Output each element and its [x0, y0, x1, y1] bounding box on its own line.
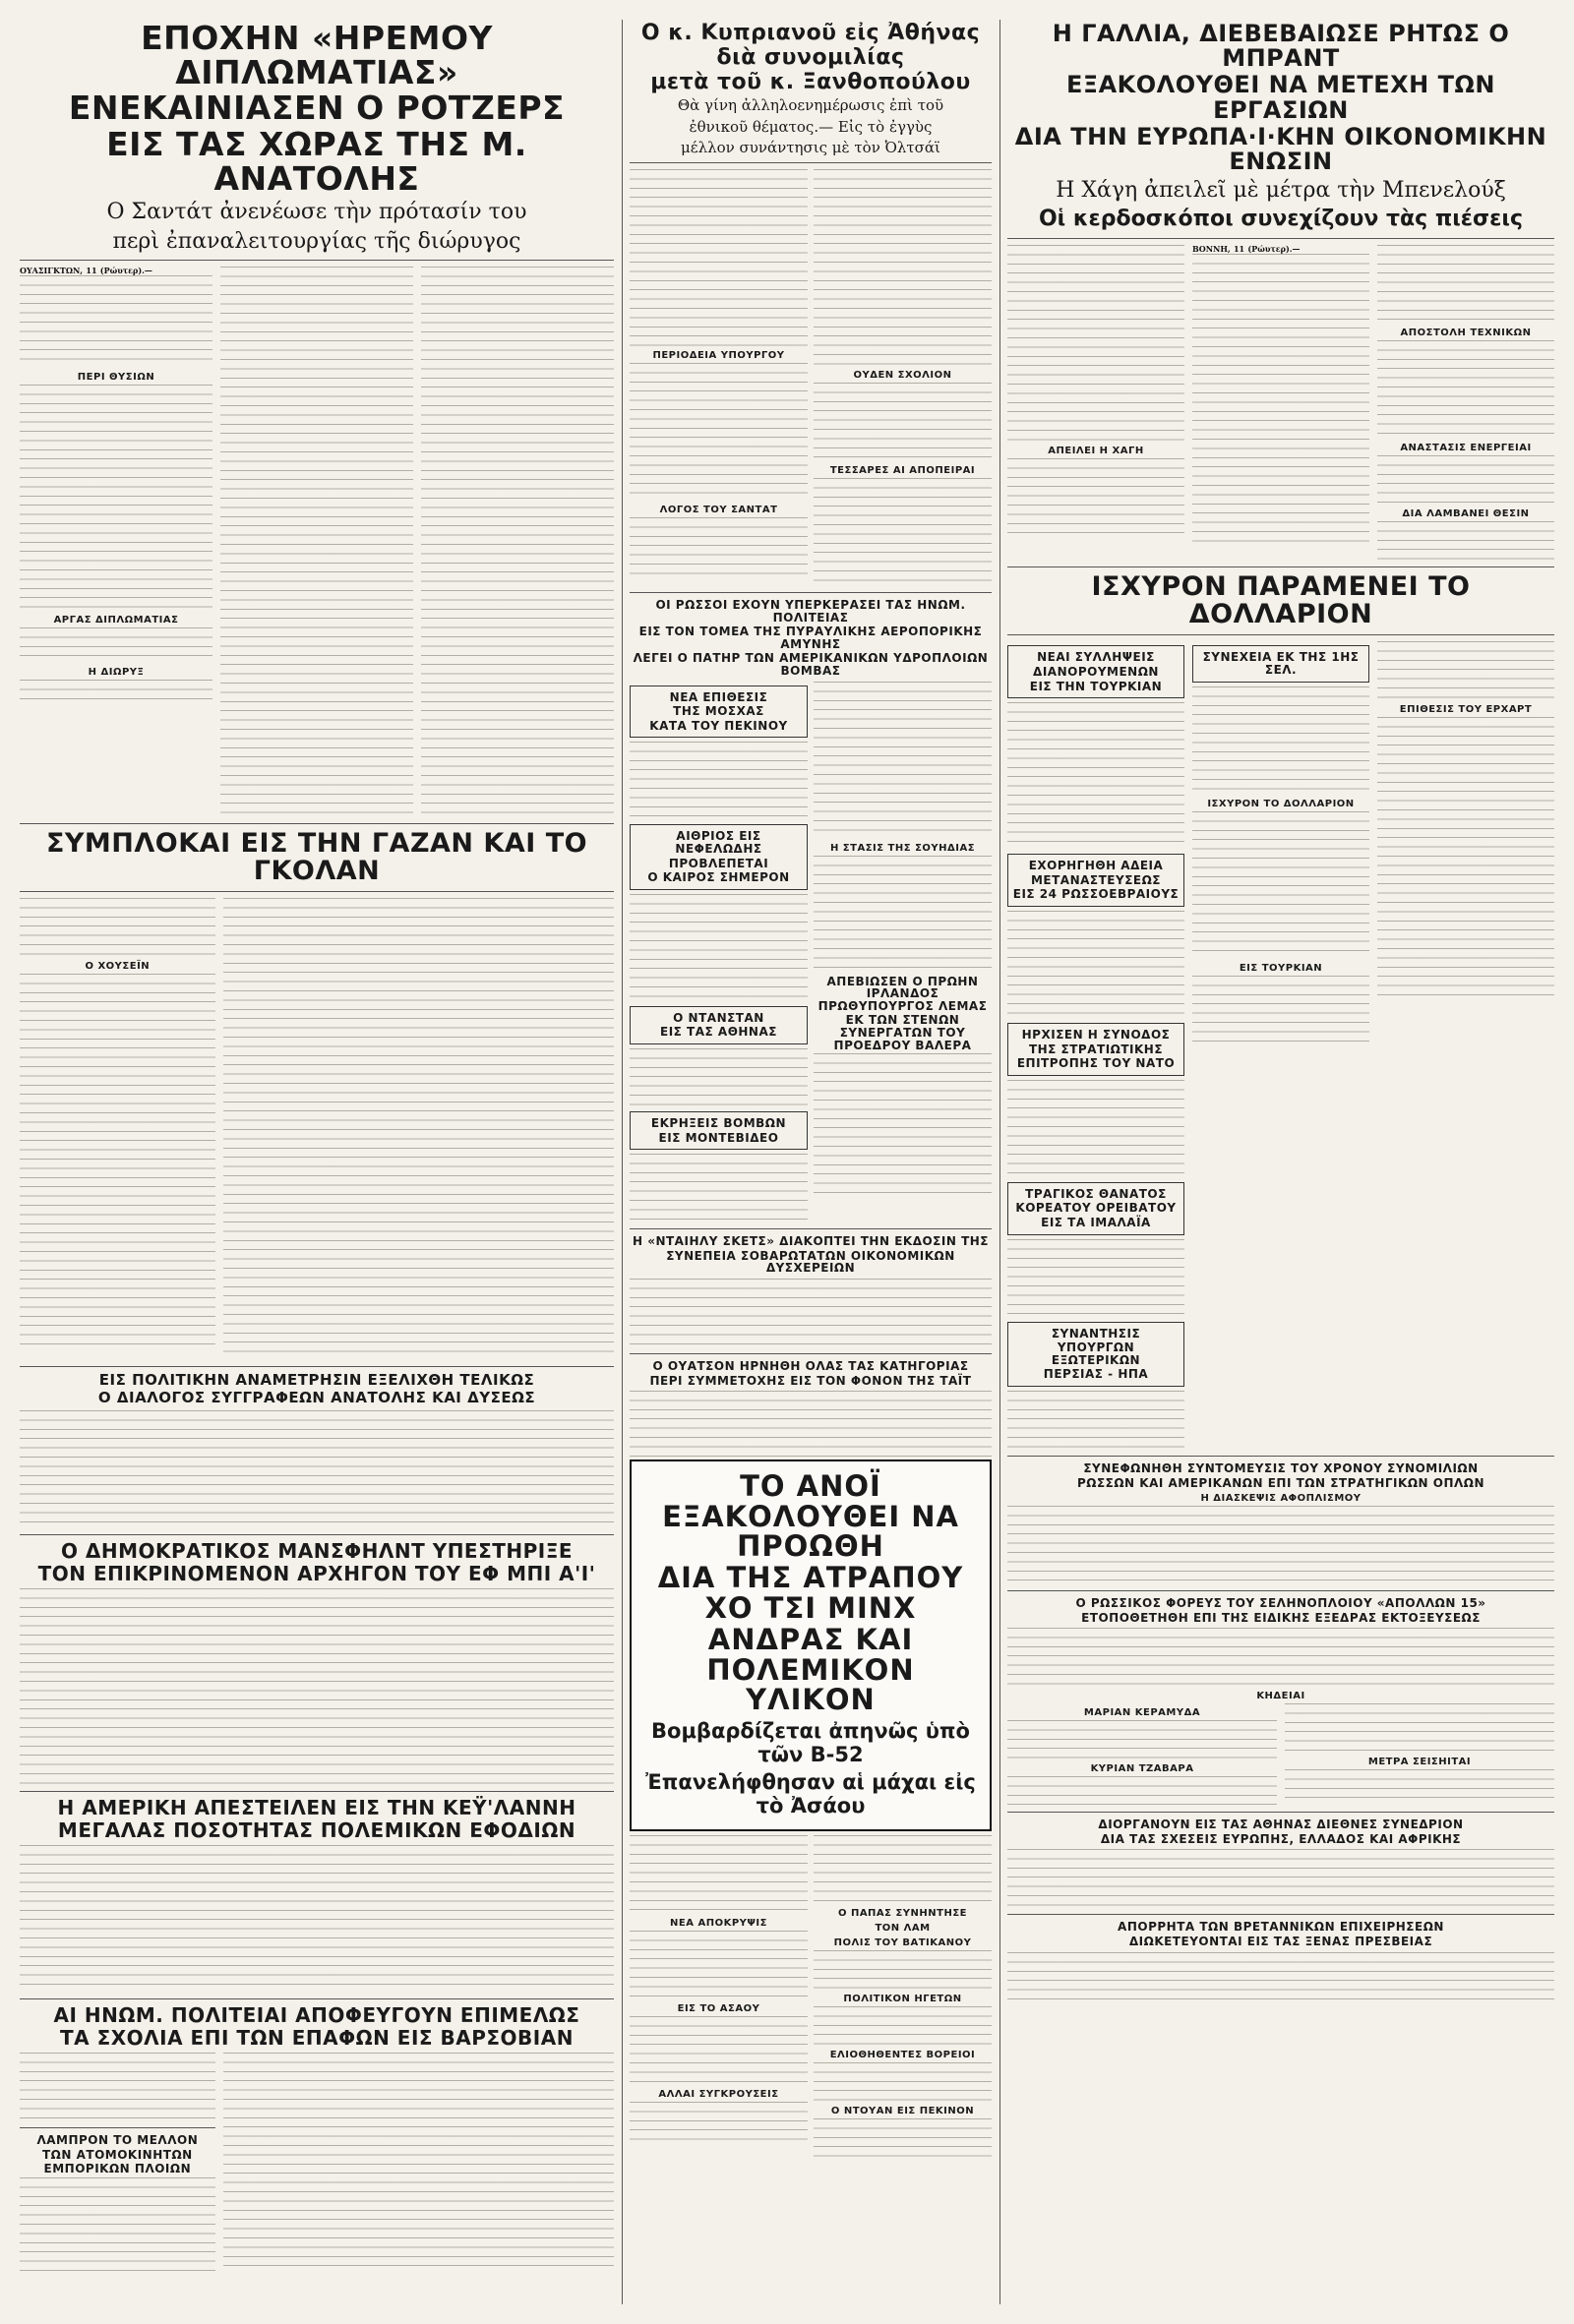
article-text-block: [630, 517, 808, 576]
article-text-block: [1377, 340, 1554, 439]
article-text-block: [1192, 811, 1369, 959]
article-text-block: [1007, 702, 1184, 850]
article-text-block: [20, 627, 212, 663]
article-text-block: [1192, 686, 1369, 795]
article-text-block: [814, 1053, 992, 1201]
article-text-block: [1377, 521, 1554, 561]
box-emigration-2: ΜΕΤΑΝΑΣΤΕΥΣΕΩΣ: [1030, 872, 1161, 887]
article-text-block: [1007, 245, 1184, 442]
article-text-block: [814, 478, 992, 586]
headline-ireland-2: ΕΚ ΤΩΝ ΣΤΕΝΩΝ ΣΥΝΕΡΓΑΤΩΝ ΤΟΥ ΠΡΟΕΔΡΟΥ ΒΑΛΕΡΑ: [833, 1013, 972, 1052]
section-heading: ΑΝΑΣΤΑΣΙΣ ΕΝΕΡΓΕΙΑΙ: [1400, 442, 1532, 453]
subheadline-kyprianou-1: Θὰ γίνη ἀλληλοενημέρωσις ἐπὶ τοῦ: [677, 96, 944, 115]
section-heading: ΤΟΝ ΛΑΜ: [875, 1923, 931, 1935]
article-text-block: [20, 2053, 215, 2121]
section-heading: ΟΥΔΕΝ ΣΧΟΛΙΟΝ: [853, 370, 952, 382]
article-text-block: [1007, 458, 1184, 537]
banner-hanoi-2: ΔΙΑ ΤΗΣ ΑΤΡΑΠΟΥ ΧΟ ΤΣΙ ΜΙΝΧ: [657, 1561, 964, 1625]
headline-watson-2: ΠΕΡΙ ΣΥΜΜΕΤΟΧΗΣ ΕΙΣ ΤΟΝ ΦΟΝΟΝ ΤΗΣ ΤΑΪΤ: [649, 1373, 972, 1388]
headline-ireland-1: ΑΠΕΒΙΩΣΕΝ Ο ΠΡΩΗΝ ΙΡΛΑΝΔΟΣ ΠΡΩΘΥΠΟΥΡΓΟΣ ΛΕΜΑΣ: [817, 974, 988, 1013]
headline-apollo-2: ΕΤΟΠΟΘΕΤΗΘΗ ΕΠΙ ΤΗΣ ΕΙΔΙΚΗΣ ΕΞΕΔΡΑΣ ΕΚΤΟΞΕΥΣΕΩΣ: [1081, 1610, 1481, 1625]
box-himalaya-1: ΤΡΑΓΙΚΟΣ ΘΑΝΑΤΟΣ: [1025, 1186, 1167, 1201]
box-nato-1: ΗΡΧΙΣΕΝ Η ΣΥΝΟΔΟΣ: [1021, 1027, 1171, 1042]
article-text-block: [1192, 254, 1369, 549]
dateline: ΟΥΑΣΙΓΚΤΩΝ, 11 (Ρώυτερ).—: [20, 266, 152, 275]
article-text-block: [1377, 245, 1554, 324]
article-text-block: [814, 682, 992, 839]
article-text-block: [20, 680, 212, 699]
box-moscow-1: ΝΕΑ ΕΠΙΘΕΣΙΣ: [669, 689, 768, 704]
headline-diplomacy-3: ΕΙΣ ΤΑΣ ΧΩΡΑΣ ΤΗΣ Μ. ΑΝΑΤΟΛΗΣ: [106, 124, 527, 198]
headline-france-3: ΔΙΑ ΤΗΝ ΕΥΡΩΠΑ·Ι·ΚΗΝ ΟΙΚΟΝΟΜΙΚΗΝ ΕΝΩΣΙΝ: [1014, 122, 1547, 175]
article-text-block: [1007, 1080, 1184, 1178]
section-heading: ΙΣΧΥΡΟΝ ΤΟ ΔΟΛΛΑΡΙΟΝ: [1207, 798, 1355, 809]
box-weather-1: ΑΙΘΡΙΟΣ ΕΙΣ ΝΕΦΕΛΩΔΗΣ: [675, 829, 762, 856]
section-heading: ΠΟΛΙΣ ΤΟΥ ΒΑΤΙΚΑΝΟΥ: [833, 1937, 972, 1949]
column-rule: [622, 20, 623, 2304]
column-middle: [630, 20, 992, 2304]
banner-hanoi-3: ΑΝΔΡΑΣ ΚΑΙ ΠΟΛΕΜΙΚΟΝ ΥΛΙΚΟΝ: [706, 1623, 915, 1717]
headline-mansfield-1: Ο ΔΗΜΟΚΡΑΤΙΚΟΣ ΜΑΝΣΦΗΛΝΤ ΥΠΕΣΤΗΡΙΞΕ: [60, 1538, 574, 1563]
article-text-block: [1377, 455, 1554, 505]
article-text-block: [223, 2053, 614, 2269]
headline-france-1: Η ΓΑΛΛΙΑ, ΔΙΕΒΕΒΑΙΩΣΕ ΡΗΤΩΣ Ο ΜΠΡΑΝΤ: [1052, 20, 1510, 73]
section-heading: ΜΕΤΡΑ ΣΕΙΣΗΙΤΑΙ: [1367, 1757, 1472, 1768]
headline-nuclear-ships-3: ΕΜΠΟΡΙΚΩΝ ΠΛΟΙΩΝ: [43, 2162, 192, 2176]
article-text-block: [630, 2016, 808, 2085]
headline-nuclear-ships-2: ΤΩΝ ΑΤΟΜΟΚΙΝΗΤΩΝ: [41, 2147, 193, 2162]
box-persia-3: ΠΕΡΣΙΑΣ - ΗΠΑ: [1043, 1367, 1149, 1382]
article-text-block: [630, 1391, 992, 1460]
article-text-block: [630, 1931, 808, 1999]
article-text-block: [1377, 717, 1554, 1002]
headline-writers-1: ΕΙΣ ΠΟΛΙΤΙΚΗΝ ΑΝΑΜΕΤΡΗΣΙΝ ΕΞΕΛΙΧΘΗ ΤΕΛΙΚΩΣ: [98, 1371, 535, 1390]
headline-diplomacy-1: ΕΠΟΧΗΝ «ΗΡΕΜΟΥ ΔΙΠΛΩΜΑΤΙΑΣ»: [141, 19, 493, 91]
box-weather-2: ΠΡΟΒΛΕΠΕΤΑΙ: [668, 856, 769, 870]
box-turkey-2: ΔΙΑΝΟΡΟΥΜΕΝΩΝ: [1033, 665, 1159, 679]
subheadline-kyprianou-2: ἐθνικοῦ θέματος.— Εἰς τὸ ἐγγὺς: [689, 117, 933, 136]
article-text-block: [814, 383, 992, 461]
box-weather-3: Ο ΚΑΙΡΟΣ ΣΗΜΕΡΟΝ: [647, 870, 790, 885]
box-moscow-2: ΤΗΣ ΜΟΣΧΑΣ: [673, 704, 764, 719]
section-heading: Ο ΠΑΠΑΣ ΣΥΝΗΝΤΗΣΕ: [837, 1908, 968, 1920]
section-heading: ΑΠΕΙΛΕΙ Η ΧΑΓΗ: [1048, 445, 1144, 456]
article-text-block: [20, 898, 215, 957]
section-heading: Ο ΝΤΟΥΑΝ ΕΙΣ ΠΕΚΙΝΟΝ: [830, 2106, 975, 2117]
headline-russians-2: ΕΙΣ ΤΟΝ ΤΟΜΕΑ ΤΗΣ ΠΥΡΑΥΛΙΚΗΣ ΑΕΡΟΠΟΡΙΚΗΣ ΑΜΥΝΗΣ: [638, 625, 983, 651]
article-text-block: [630, 169, 808, 346]
box-himalaya-3: ΕΙΣ ΤΑ ΙΜΑΛΑΪΑ: [1041, 1215, 1151, 1229]
section-heading: Ο ΧΟΥΣΕΪΝ: [85, 961, 151, 973]
column-left: [20, 20, 614, 2304]
box-nato-3: ΕΠΙΤΡΟΠΗΣ ΤΟΥ ΝΑΤΟ: [1016, 1056, 1176, 1071]
article-text-block: [1007, 1239, 1184, 1318]
article-text-block: [1007, 1952, 1554, 2001]
headline-salt-2: ΡΩΣΣΩΝ ΚΑΙ ΑΜΕΡΙΚΑΝΩΝ ΕΠΙ ΤΩΝ ΣΤΡΑΤΗΓΙΚΩΝ ΟΠΛΩΝ: [1076, 1475, 1485, 1490]
headline-daily-sketch-2: ΣΥΝΕΠΕΙΑ ΣΟΒΑΡΩΤΑΤΩΝ ΟΙΚΟΝΟΜΙΚΩΝ ΔΥΣΧΕΡΕΙΩΝ: [666, 1248, 955, 1276]
headline-salt-1: ΣΥΝΕΦΩΝΗΘΗ ΣΥΝΤΟΜΕΥΣΙΣ ΤΟΥ ΧΡΟΝΟΥ ΣΥΝΟΜΙΛΙΩΝ: [1083, 1460, 1479, 1475]
article-text-block: [630, 1048, 808, 1107]
section-heading: ΕΛΙΟΘΗΘΕΝΤΕΣ ΒΟΡΕΙΟΙ: [829, 2050, 976, 2061]
article-text-block: [1192, 976, 1369, 1044]
box-persia-2: ΥΠΟΥΡΓΩΝ ΕΞΩΤΕΡΙΚΩΝ: [1051, 1341, 1141, 1367]
article-text-block: [20, 2177, 215, 2276]
article-text-block: [630, 742, 808, 820]
subheadline-sadat-1: Ο Σαντάτ ἀνενέωσε τὴν πρότασίν του: [106, 200, 527, 225]
subheadline-sadat-2: περὶ ἐπαναλειτουργίας τῆς διώρυγος: [112, 228, 521, 254]
article-text-block: [1377, 641, 1554, 700]
box-continuation: ΣΥΝΕΧΕΙΑ ΕΚ ΤΗΣ 1ΗΣ ΣΕΛ.: [1202, 650, 1360, 677]
section-heading: Η ΔΙΩΡΥΞ: [88, 667, 145, 679]
article-text-block: [814, 169, 992, 366]
headline-watson-1: Ο ΟΥΑΤΣΟΝ ΗΡΝΗΘΗ ΟΛΑΣ ΤΑΣ ΚΑΤΗΓΟΡΙΑΣ: [652, 1358, 969, 1373]
headline-conference-2: ΔΙΑ ΤΑΣ ΣΧΕΣΕΙΣ ΕΥΡΩΠΗΣ, ΕΛΛΑΔΟΣ ΚΑΙ ΑΦΡΙΚΗΣ: [1100, 1831, 1462, 1846]
headline-apollo-1: Ο ΡΩΣΣΙΚΟΣ ΦΟΡΕΥΣ ΤΟΥ ΣΕΛΗΝΟΠΛΟΙΟΥ «ΑΠΟΛΛΩΝ 15»: [1075, 1596, 1486, 1611]
article-text-block: [814, 1835, 992, 1904]
box-nato-2: ΤΗΣ ΣΤΡΑΤΙΩΤΙΚΗΣ: [1028, 1042, 1164, 1056]
banner-sub-1: Βομβαρδίζεται ἀπηνῶς ὑπὸ τῶν Β-52: [651, 1718, 970, 1766]
headline-warsaw-1: ΑΙ ΗΝΩΜ. ΠΟΛΙΤΕΙΑΙ ΑΠΟΦΕΥΓΟΥΝ ΕΠΙΜΕΛΩΣ: [53, 2002, 580, 2027]
section-heading: ΠΟΛΙΤΙΚΟΝ ΗΓΕΤΩΝ: [843, 1994, 962, 2005]
box-emigration-3: ΕΙΣ 24 ΡΩΣΣΟΕΒΡΑΙΟΥΣ: [1012, 887, 1180, 902]
banner-hanoi-1: ΤΟ ΑΝΟΪ ΕΞΑΚΟΛΟΥΘΕΙ ΝΑ ΠΡΟΩΘΗ: [662, 1469, 959, 1563]
article-text-block: [814, 2118, 992, 2158]
funeral-name: ΚΥΡΙΑΝ ΤΖΑΒΑΡΑ: [1090, 1763, 1194, 1775]
article-text-block: [814, 2006, 992, 2046]
article-text-block: [20, 974, 215, 1347]
article-text-block: [630, 1279, 992, 1347]
column-right: [1007, 20, 1554, 2304]
banner-sub-2: Ἐπανελήφθησαν αἱ μάχαι εἰς τὸ Ἀσάου: [645, 1769, 976, 1818]
section-heading: ΝΕΑ ΑΠΟΚΡΥΨΙΣ: [670, 1918, 767, 1930]
article-text-block: [814, 856, 992, 974]
headline-kyprianou-1: Ο κ. Κυπριανοῦ εἰς Ἀθήνας: [640, 21, 981, 45]
article-text-block: [20, 1588, 614, 1785]
article-text-block: [1007, 911, 1184, 1019]
section-heading: ΑΛΛΑΙ ΣΥΓΚΡΟΥΣΕΙΣ: [658, 2089, 779, 2101]
box-himalaya-2: ΚΟΡΕΑΤΟΥ ΟΡΕΙΒΑΤΟΥ: [1015, 1201, 1177, 1216]
box-dunstan-1: Ο ΝΤΑΝΣΤΑΝ: [673, 1010, 764, 1025]
section-heading: ΠΕΡΙΟΔΕΙΑ ΥΠΟΥΡΓΟΥ: [652, 350, 785, 362]
headline-france-2: ΕΞΑΚΟΛΟΥΘΕΙ ΝΑ ΜΕΤΕΧΗ ΤΩΝ ΕΡΓΑΣΙΩΝ: [1066, 71, 1495, 124]
article-text-block: [421, 267, 614, 817]
section-heading: Η ΣΤΑΣΙΣ ΤΗΣ ΣΟΥΗΔΙΑΣ: [829, 842, 976, 854]
article-text-block: [20, 1410, 614, 1528]
section-heading: ΕΠΙΘΕΣΙΣ ΤΟΥ ΕΡΧΑΡΤ: [1399, 704, 1533, 716]
box-montevideo-2: ΕΙΣ ΜΟΝΤΕΒΙΔΕΟ: [658, 1130, 779, 1145]
headline-british-2: ΔΙΩΚΕΤΕΥΟΝΤΑΙ ΕΙΣ ΤΑΣ ΞΕΝΑΣ ΠΡΕΣΒΕΙΑΣ: [1128, 1935, 1433, 1949]
article-diplomacy-body: [20, 267, 614, 817]
dateline: ΒΟΝΝΗ, 11 (Ρώυτερ).—: [1192, 244, 1301, 254]
section-heading: ΕΙΣ ΤΟ ΑΣΑΟΥ: [677, 2003, 760, 2015]
article-text-block: [1007, 1720, 1277, 1759]
article-text-block: [20, 1845, 614, 1993]
headline-russians-1: ΟΙ ΡΩΣΣΟΙ ΕΧΟΥΝ ΥΠΕΡΚΕΡΑΣΕΙ ΤΑΣ ΗΝΩΜ. ΠΟΛΙΤΕΙΑΣ: [655, 598, 966, 625]
box-emigration-1: ΕΧΟΡΗΓΗΘΗ ΑΔΕΙΑ: [1028, 859, 1164, 873]
article-text-block: [20, 385, 212, 611]
article-text-block: [1007, 1506, 1554, 1584]
section-heading: ΕΙΣ ΤΟΥΡΚΙΑΝ: [1239, 962, 1323, 974]
subheadline-kyprianou-3: μέλλον συνάντησις μὲ τὸν Ὀλτσάϊ: [681, 138, 940, 156]
section-heading: ΔΙΑ ΛΑΜΒΑΝΕΙ ΘΕΣΙΝ: [1402, 507, 1530, 519]
article-gaza-body: [20, 898, 614, 1360]
banner-hanoi: [630, 1460, 992, 1831]
headline-diplomacy-2: ΕΝΕΚΑΙΝΙΑΣΕΝ Ο ΡΟΤΖΕΡΣ: [68, 89, 566, 128]
article-text-block: [223, 898, 614, 1360]
box-moscow-3: ΚΑΤΑ ΤΟΥ ΠΕΚΙΝΟΥ: [649, 718, 788, 733]
headline-kyprianou-3: μετὰ τοῦ κ. Ξανθοπούλου: [650, 70, 971, 95]
headline-america-2: ΜΕΓΑΛΑΣ ΠΟΣΟΤΗΤΑΣ ΠΟΛΕΜΙΚΩΝ ΕΦΟΔΙΩΝ: [57, 1817, 576, 1842]
section-heading: ΑΠΟΣΤΟΛΗ ΤΕΧΝΙΚΩΝ: [1400, 327, 1532, 338]
box-dunstan-2: ΕΙΣ ΤΑΣ ΑΘΗΝΑΣ: [660, 1025, 777, 1040]
subheadline-speculators: Οἱ κερδοσκόποι συνεχίζουν τὰς πιέσεις: [1038, 207, 1524, 232]
article-text-block: [1007, 1849, 1554, 1908]
headline-kyprianou-2: διὰ συνομιλίας: [716, 45, 905, 71]
subheadline-hague: Η Χάγη ἀπειλεῖ μὲ μέτρα τὴν Μπενελούξ: [1056, 178, 1506, 204]
box-turkey-3: ΕΙΣ ΤΗΝ ΤΟΥΡΚΙΑΝ: [1029, 679, 1163, 693]
section-heading: ΤΕΣΣΑΡΕΣ ΑΙ ΑΠΟΠΕΙΡΑΙ: [829, 465, 976, 477]
article-text-block: [814, 1950, 992, 1990]
box-turkey-1: ΝΕΑΙ ΣΥΛΛΗΨΕΙΣ: [1037, 650, 1155, 665]
section-heading: ΑΡΓΑΣ ΔΙΠΛΩΜΑΤΙΑΣ: [53, 615, 179, 626]
box-montevideo-1: ΕΚΡΗΞΕΙΣ ΒΟΜΒΩΝ: [650, 1115, 787, 1130]
article-text-block: [814, 2062, 992, 2102]
column-rule: [999, 20, 1000, 2304]
section-heading: ΛΟΓΟΣ ΤΟΥ ΣΑΝΤΑΤ: [659, 505, 778, 516]
box-persia-1: ΣΥΝΑΝΤΗΣΙΣ: [1051, 1326, 1141, 1341]
headline-gaza: ΣΥΜΠΛΟΚΑΙ ΕΙΣ ΤΗΝ ΓΑΖΑΝ ΚΑΙ ΤΟ ΓΚΟΛΑΝ: [45, 827, 588, 887]
headline-british-1: ΑΠΟΡΡΗΤΑ ΤΩΝ ΒΡΕΤΑΝΝΙΚΩΝ ΕΠΙΧΕΙΡΗΣΕΩΝ: [1118, 1920, 1444, 1935]
section-heading: Η ΔΙΑΣΚΕΨΙΣ ΑΦΟΠΛΙΣΜΟΥ: [1200, 1493, 1362, 1505]
section-heading-funerals: ΚΗΔΕΙΑΙ: [1256, 1691, 1305, 1702]
article-text-block: [1285, 1703, 1554, 1753]
headline-warsaw-2: ΤΑ ΣΧΟΛΙΑ ΕΠΙ ΤΩΝ ΕΠΑΦΩΝ ΕΙΣ ΒΑΡΣΟΒΙΑΝ: [60, 2025, 574, 2050]
article-text-block: [220, 267, 413, 817]
headline-dollar: ΙΣΧΥΡΟΝ ΠΑΡΑΜΕΝΕΙ ΤΟ ΔΟΛΛΑΡΙΟΝ: [1091, 570, 1471, 630]
article-text-block: [630, 894, 808, 1002]
article-text-block: [1007, 1628, 1554, 1687]
headline-russians-3: ΛΕΓΕΙ Ο ΠΑΤΗΡ ΤΩΝ ΑΜΕΡΙΚΑΝΙΚΩΝ ΥΔΡΟΠΛΟΙΩΝ ΒΟΜΒΑΣ: [633, 651, 989, 678]
headline-nuclear-ships-1: ΛΑΜΠΡΟΝ ΤΟ ΜΕΛΛΟΝ: [36, 2132, 199, 2147]
article-text-block: [1007, 1391, 1184, 1450]
article-text-block: [630, 363, 808, 501]
article-text-block: [630, 1154, 808, 1222]
article-text-block: [1285, 1769, 1554, 1799]
headline-writers-2: Ο ΔΙΑΛΟΓΟΣ ΣΥΓΓΡΑΦΕΩΝ ΑΝΑΤΟΛΗΣ ΚΑΙ ΔΥΣΕΩΣ: [97, 1389, 536, 1407]
article-text-block: [630, 1835, 808, 1914]
headline-conference-1: ΔΙΟΡΓΑΝΟΥΝ ΕΙΣ ΤΑΣ ΑΘΗΝΑΣ ΔΙΕΘΝΕΣ ΣΥΝΕΔΡΙΟΝ: [1098, 1817, 1464, 1832]
headline-america-1: Η ΑΜΕΡΙΚΗ ΑΠΕΣΤΕΙΛΕΝ ΕΙΣ ΤΗΝ ΚΕΫ'ΛΑΝΝΗ: [57, 1795, 576, 1819]
headline-mansfield-2: ΤΟΝ ΕΠΙΚΡΙΝΟΜΕΝΟΝ ΑΡΧΗΓΟΝ ΤΟΥ ΕΦ ΜΠΙ Α'Ι': [37, 1561, 596, 1585]
article-text-block: [20, 275, 212, 368]
headline-daily-sketch-1: Η «ΝΤΑΙΗΛΥ ΣΚΕΤΣ» ΔΙΑΚΟΠΤΕΙ ΤΗΝ ΕΚΔΟΣΙΝ ΤΗΣ: [632, 1234, 989, 1249]
section-heading: ΠΕΡΙ ΘΥΣΙΩΝ: [77, 372, 155, 384]
funeral-name: ΜΑΡΙΑΝ ΚΕΡΑΜΥΔΑ: [1083, 1707, 1201, 1719]
article-text-block: [630, 2102, 808, 2141]
article-text-block: [1007, 1776, 1277, 1806]
